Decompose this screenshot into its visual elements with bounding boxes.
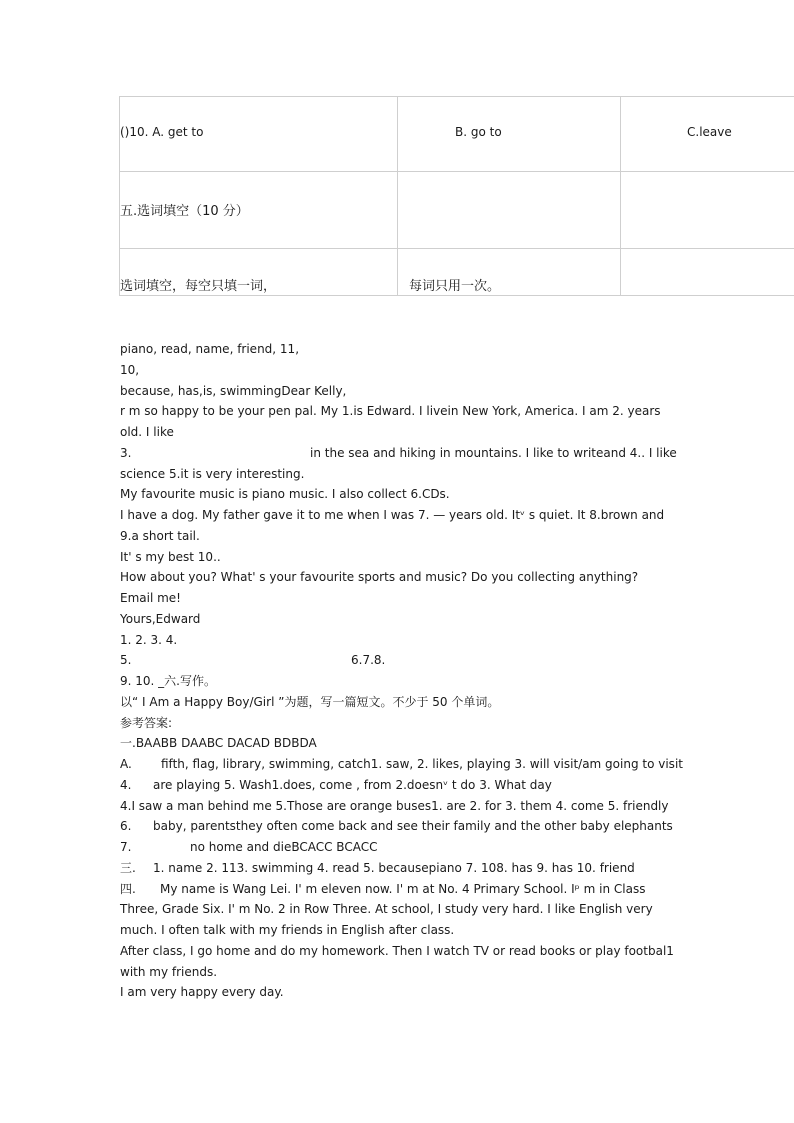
instruction-left: 选词填空，每空只填一词， [120, 279, 277, 294]
answer-key-line [120, 754, 683, 775]
answer-label: 6. [120, 819, 132, 834]
option-b: B. go to [455, 125, 502, 139]
document-body [120, 339, 683, 1003]
table-rule [119, 96, 794, 97]
answer-text: fifth, flag, library, swimming, catch1. saw, 2. likes, playing 3. will visit/am going to visit [161, 757, 683, 771]
answer-text: My name is Wang Lei. I' m eleven now. I' m at No. 4 Primary School. Iᵖ m in Class [160, 881, 646, 896]
model-essay-line: Three, Grade Six. I' m No. 2 in Row Three. At school, I study very hard. I like English very [120, 902, 653, 917]
model-essay-line: much. I often talk with my friends in English after class. [120, 923, 455, 937]
writing-prompt: 以“ I Am a Happy Boy/Girl ”为题，写一篇短文。不少于 50 个单词。 [120, 694, 500, 709]
letter-line: science 5.it is very interesting. [120, 466, 305, 481]
model-essay-line: After class, I go home and do my homework. Then I watch TV or read books or play footbal1 [120, 943, 674, 958]
answer-text: 1. name 2. 113. swimming 4. read 5. becausepiano 7. 108. has 9. has 10. friend [153, 860, 635, 875]
answer-key-line [120, 816, 680, 837]
answer-key-line: 4.I saw a man behind me 5.Those are orange buses1. are 2. for 3. them 4. come 5. friendly [120, 798, 669, 813]
table-rule [119, 248, 794, 249]
answer-label: 四. [120, 881, 136, 896]
letter-text: in the sea and hiking in mountains. I like to writeand 4.. I like [310, 445, 677, 460]
letter-line: r m so happy to be your pen pal. My 1.is Edward. I livein New York, America. I am 2. years [120, 404, 661, 419]
letter-line: It' s my best 10.. [120, 549, 221, 564]
section-five-heading: 五.选词填空（10 分） [120, 204, 249, 219]
letter-line: old. I like [120, 425, 174, 439]
answer-key-line [120, 837, 680, 858]
letter-line: Email me! [120, 591, 181, 605]
answer-label: 4. [120, 777, 132, 792]
answer-label: 7. [120, 840, 132, 854]
answer-key-line: 一.BAABB DAABC DACAD BDBDA [120, 736, 317, 751]
table-rule [620, 96, 621, 296]
word-bank-line: because, has,is, swimmingDear Kelly, [120, 383, 347, 398]
table-rule [119, 295, 794, 296]
answer-key-heading: 参考答案: [120, 715, 173, 730]
blank-numbers: 6.7.8. [351, 653, 386, 668]
answer-label: 三. [120, 860, 136, 875]
blank-number: 5. [120, 653, 132, 668]
answer-blanks-line: 1. 2. 3. 4. [120, 632, 178, 647]
answer-label: A. [120, 757, 132, 771]
instruction-right: 每词只用一次。 [409, 279, 501, 294]
letter-line [120, 443, 680, 464]
answer-text: baby, parentsthey often come back and see their family and the other baby elephants [153, 819, 673, 834]
letter-line: How about you? What' s your favourite sports and music? Do you collecting anything? [120, 570, 639, 585]
writing-section-heading: 9. 10. _六.写作。 [120, 674, 216, 688]
letter-line: Yours,Edward [120, 611, 201, 626]
answer-text: are playing 5. Wash1.does, come , from 2.doesnᵛ t do 3. What day [153, 777, 552, 792]
table-rule [397, 96, 398, 296]
answer-table [119, 96, 794, 296]
word-bank-line: piano, read, name, friend, 11, [120, 342, 300, 356]
table-rule [119, 171, 794, 172]
answer-key-line [120, 775, 680, 796]
question-10-stem: ()10. A. get to [120, 125, 204, 139]
letter-line: I have a dog. My father gave it to me when I was 7. — years old. Itᵛ s quiet. It 8.brown and [120, 508, 665, 522]
letter-line: My favourite music is piano music. I also collect 6.CDs. [120, 487, 450, 502]
answer-text: no home and dieBCACC BCACC [190, 840, 378, 854]
model-essay-line [120, 879, 680, 900]
letter-line: 9.a short tail. [120, 528, 200, 543]
option-c: C.leave [687, 125, 732, 139]
model-essay-line: I am very happy every day. [120, 985, 284, 1000]
blank-number: 3. [120, 445, 132, 460]
word-bank-line: 10, [120, 362, 140, 377]
answer-key-line [120, 858, 680, 879]
model-essay-line: with my friends. [120, 964, 218, 979]
answer-blanks-line [120, 650, 680, 671]
